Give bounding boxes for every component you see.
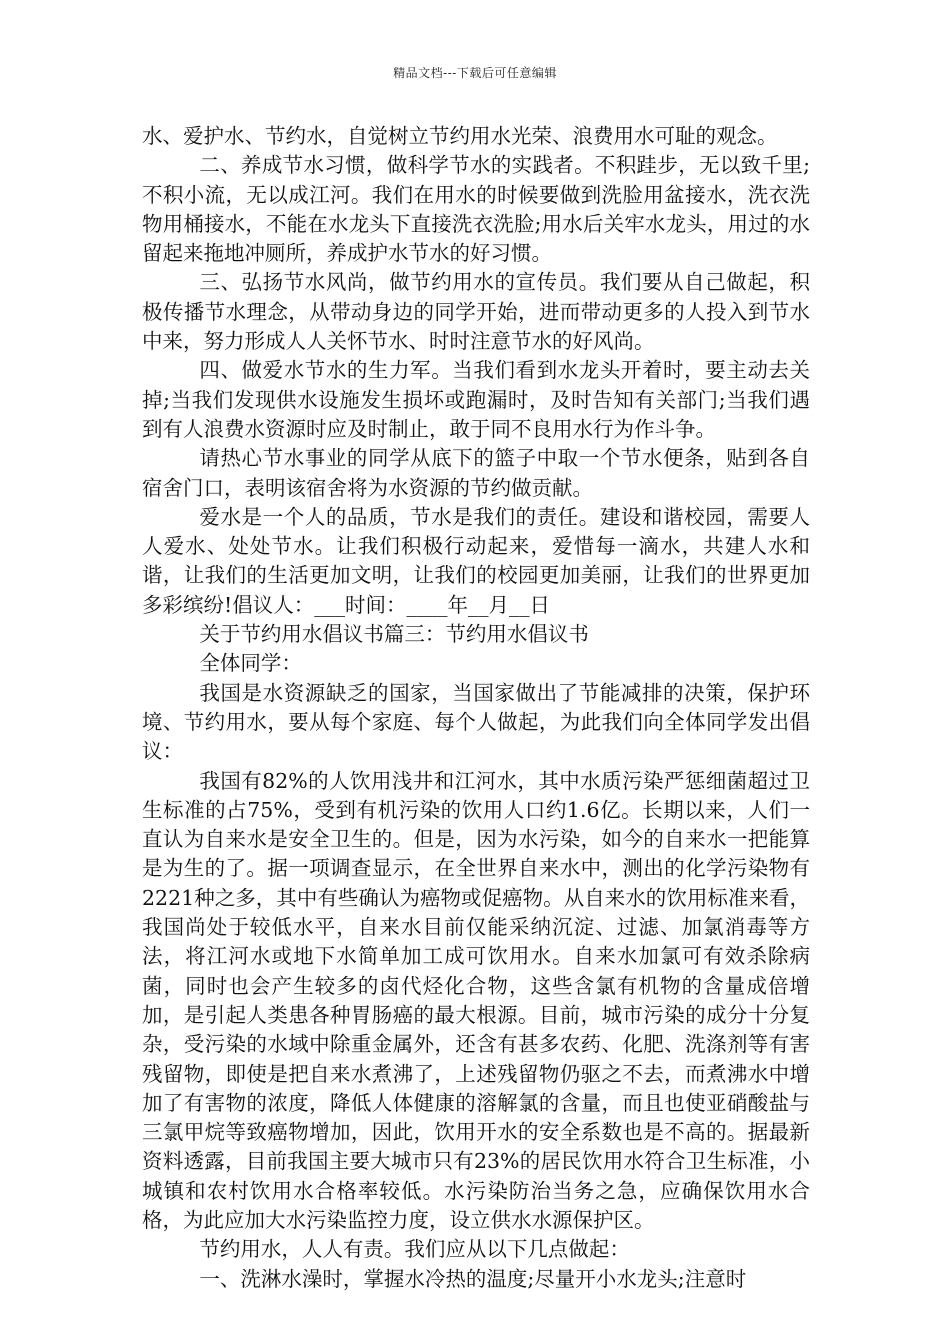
document-body: [142, 122, 810, 1294]
salutation: 全体同学：: [199, 651, 302, 676]
section-heading: 关于节约用水倡议书篇三：节约用水倡议书: [199, 622, 589, 647]
page-header: 精品文档---下载后可任意编辑: [393, 66, 557, 80]
paragraph-10: 我国有82%的人饮用浅井和江河水，其中水质污染严惩细菌超过卫生标准的占75%，受到有机污染的饮用人口约1.6亿。长期以来，人们一直认为自来水是安全卫生的。但是，因为水污染，如今的自来水一把能算是为生的了。据一项调查显示，在全世界自来水中，测出的化学污染物有2221种之多，其中有些确认为癌物或促癌物。从自来水的饮用标准来看，我国尚处于较低水平，自来水目前仅能采纳沉淀、过滤、加氯消毒等方法，将江河水或地下水简单加工成可饮用水。自来水加氯可有效杀除病菌，同时也会产生较多的卤代烃化合物，这些含氯有机物的含量成倍增加，是引起人类患各种胃肠癌的最大根源。目前，城市污染的成分十分复杂，受污染的水域中除重金属外，还含有甚多农药、化肥、洗涤剂等有害残留物，即使是把自来水煮沸了，上述残留物仍驱之不去，而煮沸水中增加了有害物的浓度，降低人体健康的溶解氯的含量，而且也使亚硝酸盐与三氯甲烷等致癌物增加，因此，饮用开水的安全系数也是不高的。据最新资料透露，目前我国主要大城市只有23%的居民饮用水符合卫生标准，小城镇和农村饮用水合格率较低。水污染防治当务之急，应确保饮用水合格，为此应加大水污染监控力度，设立供水水源保护区。: [142, 768, 810, 1232]
paragraph-9: 我国是水资源缺乏的国家，当国家做出了节能减排的决策，保护环境、节约用水，要从每个家庭、每个人做起，为此我们向全体同学发出倡议：: [142, 680, 810, 764]
paragraph-2: 二、养成节水习惯，做科学节水的实践者。不积跬步，无以致千里;不积小流，无以成江河。我们在用水的时候要做到洗脸用盆接水，洗衣洗物用桶接水，不能在水龙头下直接洗衣洗脸;用水后关牢水龙头，用过的水留起来拖地冲厕所，养成护水节水的好习惯。: [142, 153, 810, 266]
paragraph-5: 请热心节水事业的同学从底下的篮子中取一个节水便条，贴到各自宿舍门口，表明该宿舍将为水资源的节约做贡献。: [142, 446, 810, 500]
paragraph-1: 水、爱护水、节约水，自觉树立节约用水光荣、浪费用水可耻的观念。: [142, 124, 778, 148]
paragraph-4: 四、做爱水节水的生力军。当我们看到水龙头开着时，要主动去关掉;当我们发现供水设施发生损坏或跑漏时，及时告知有关部门;当我们遇到有人浪费水资源时应及时制止，敢于同不良用水行为作斗争。: [142, 358, 810, 441]
paragraph-6: 爱水是一个人的品质，节水是我们的责任。建设和谐校园，需要人人爱水、处处节水。让我们积极行动起来，爱惜每一滴水，共建人水和谐，让我们的生活更加文明，让我们的校园更加美丽，让我们的世界更加多彩缤纷!倡议人：___时间：____年__月__日: [142, 504, 810, 617]
paragraph-3: 三、弘扬节水风尚，做节约用水的宣传员。我们要从自己做起，积极传播节水理念，从带动身边的同学开始，进而带动更多的人投入到节水中来，努力形成人人关怀节水、时时注意节水的好风尚。: [142, 270, 810, 354]
paragraph-11: 节约用水，人人有责。我们应从以下几点做起：: [199, 1237, 630, 1262]
paragraph-12: 一、洗淋水澡时，掌握水冷热的温度;尽量开小水龙头;注意时: [199, 1266, 747, 1291]
